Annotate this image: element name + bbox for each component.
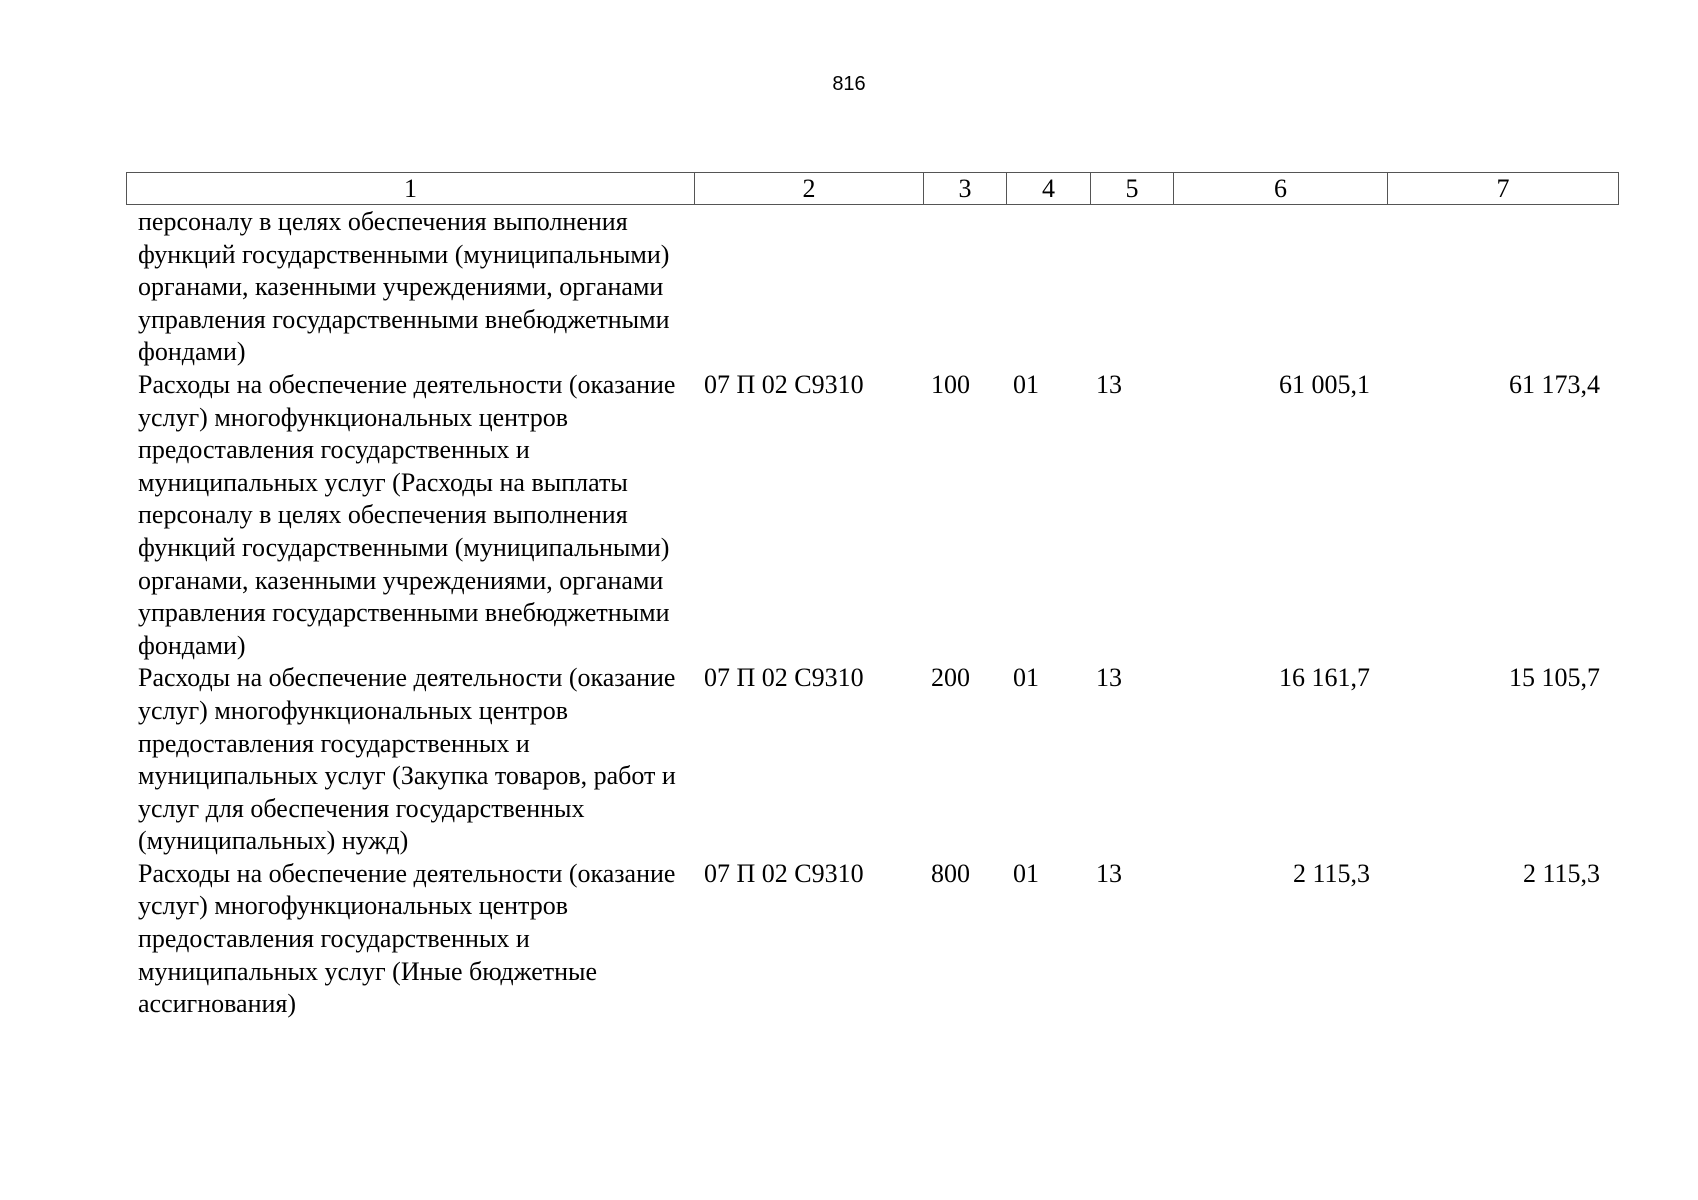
header-col-6: 6	[1174, 173, 1388, 205]
page-number: 816	[832, 73, 866, 95]
row-vr: 100	[931, 369, 970, 399]
row-rz: 01	[1013, 858, 1039, 888]
row-vr: 800	[931, 858, 970, 888]
row-description: Расходы на обеспечение деятельности (оказание услуг) многофункциональных центров предоставления государственных и муниципальных услуг (Закупка товаров, работ и услуг для обеспечения государственных (муниципальных) нужд)	[138, 663, 676, 856]
row-code: 07 П 02 С9310	[704, 369, 864, 399]
header-col-2: 2	[695, 173, 924, 205]
header-col-4: 4	[1007, 173, 1091, 205]
table-body	[126, 206, 1613, 1021]
table-row	[126, 369, 1613, 662]
header-col-7: 7	[1388, 173, 1619, 205]
row-sum-1: 16 161,7	[1279, 663, 1370, 693]
row-sum-2: 15 105,7	[1509, 663, 1600, 693]
table-row	[126, 206, 1613, 369]
header-col-5: 5	[1091, 173, 1174, 205]
table-header-row	[127, 173, 1619, 205]
header-col-1: 1	[127, 173, 695, 205]
row-pr: 13	[1096, 858, 1122, 888]
row-rz: 01	[1013, 663, 1039, 693]
table-row	[126, 662, 1613, 858]
row-sum-1: 61 005,1	[1279, 369, 1370, 399]
row-pr: 13	[1096, 663, 1122, 693]
row-description: Расходы на обеспечение деятельности (оказание услуг) многофункциональных центров предоставления государственных и муниципальных услуг (Иные бюджетные ассигнования)	[138, 858, 676, 1019]
row-rz: 01	[1013, 369, 1039, 399]
row-sum-1: 2 115,3	[1292, 858, 1370, 888]
header-col-3: 3	[924, 173, 1007, 205]
row-description: Расходы на обеспечение деятельности (оказание услуг) многофункциональных центров предоставления государственных и муниципальных услуг (Расходы на выплаты персоналу в целях обеспечения выполнения функций государственными (муниципальными) органами, казенными учреждениями, органами управления государственными внебюджетными фондами)	[138, 369, 676, 660]
row-description: персоналу в целях обеспечения выполнения функций государственными (муниципальными) органами, казенными учреждениями, органами управления государственными внебюджетными фондами)	[138, 207, 670, 367]
row-vr: 200	[931, 663, 970, 693]
table-row	[126, 858, 1613, 1021]
table-header	[126, 172, 1619, 205]
row-pr: 13	[1096, 369, 1122, 399]
row-sum-2: 2 115,3	[1522, 858, 1600, 888]
row-code: 07 П 02 С9310	[704, 858, 864, 888]
row-sum-2: 61 173,4	[1509, 369, 1600, 399]
row-code: 07 П 02 С9310	[704, 663, 864, 693]
